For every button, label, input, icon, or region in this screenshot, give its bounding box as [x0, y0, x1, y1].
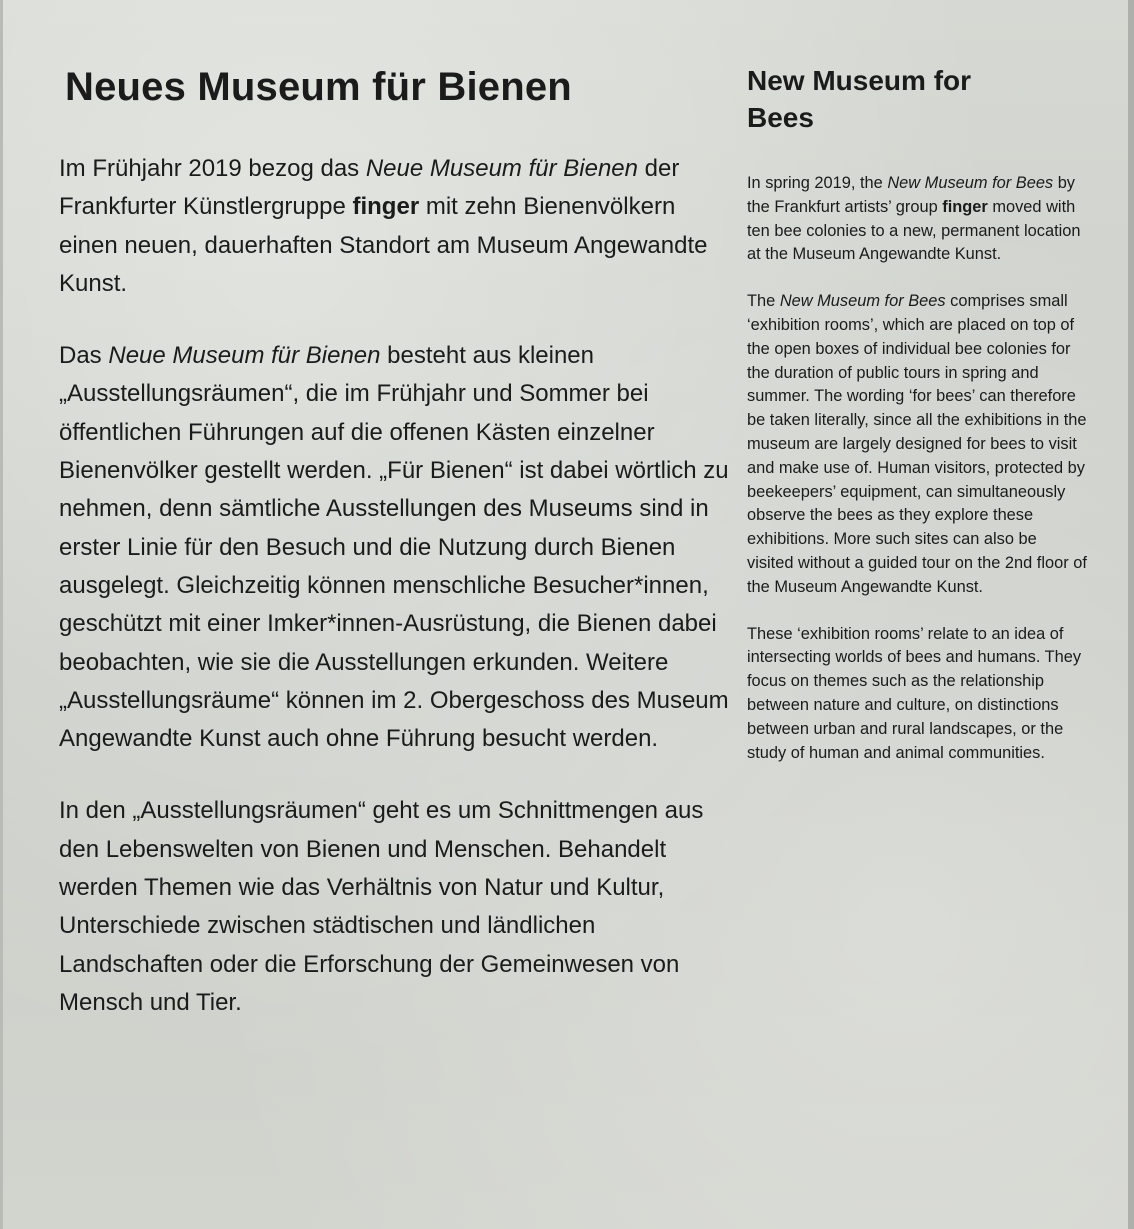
- text-fragment: Das: [59, 342, 109, 370]
- text-fragment: moved with ten bee colonies to a new, permanent location at the Museum Angewandte Kunst.: [747, 197, 1081, 264]
- text-fragment: These ‘exhibition rooms’ relate to an idea of intersecting worlds of bees and humans. They focus on themes such as the relationship between nature and culture, on distinctions between urban and rural landscapes, or the study of human and animal communities.: [747, 624, 1082, 762]
- german-paragraph-1: [51, 150, 731, 303]
- text-fragment: der Frankfurter Künstlergruppe: [59, 155, 680, 221]
- text-fragment: New Museum for Bees: [779, 292, 946, 311]
- english-title: New Museum for Bees: [747, 65, 972, 133]
- text-fragment: by the Frankfurt artists’ group: [747, 174, 1076, 216]
- text-fragment: besteht aus kleinen „Ausstellungsräumen“, die im Frühjahr und Sommer bei öffentlichen Führungen auf die offenen Kästen einzelner Bienenvölker gestellt werden. „Für Bienen“ ist dabei wörtlich zu nehmen, denn sämtliche Ausstellungen des Museums sind in erster Linie für den Besuch und die Nutzung durch Bienen ausgelegt. Gleichzeitig können menschliche Besucher*innen, geschützt mit einer Imker*innen-Ausrüstung, die Bienen dabei beobachten, wie sie die Ausstellungen erkunden. Weitere „Ausstellungsräume“ können im 2. Obergeschoss des Museum Angewandte Kunst auch ohne Führung besucht werden.: [59, 342, 729, 753]
- english-paragraph-2: [747, 290, 1087, 599]
- english-paragraph-3: [747, 623, 1087, 766]
- german-paragraph-2: [51, 337, 731, 758]
- english-column: [747, 62, 1087, 788]
- german-column: [51, 60, 731, 1056]
- text-fragment: Neue Museum für Bienen: [365, 155, 638, 182]
- text-fragment: comprises small ‘exhibition rooms’, which are placed on top of the open boxes of individual bee colonies for the duration of public tours in spring and summer. The wording ‘for bees’ can therefore be taken literally, since all the exhibitions in the museum are largely designed for bees to visit and make use of. Human visitors, protected by beekeepers’ equipment, can simultaneously observe the bees as they explore these exhibitions. More such sites can also be visited without a guided tour on the 2nd floor of the Museum Angewandte Kunst.: [747, 292, 1087, 596]
- text-fragment: Neue Museum für Bienen: [108, 342, 381, 370]
- text-fragment: mit zehn Bienenvölkern einen neuen, dauerhaften Standort am Museum Angewandte Kunst.: [59, 193, 708, 297]
- text-fragment: The: [747, 292, 780, 311]
- text-fragment: In den „Ausstellungsräumen“ geht es um Schnittmengen aus den Lebenswelten von Bienen und Menschen. Behandelt werden Themen wie das Verhältnis von Natur und Kultur, Unterschiede zwischen städtischen und ländlichen Landschaften oder die Erforschung der Gemeinwesen von Mensch und Tier.: [59, 797, 704, 1016]
- text-fragment: In spring 2019, the: [747, 174, 888, 192]
- text-fragment: finger: [942, 197, 988, 216]
- text-fragment: Im Frühjahr 2019 bezog das: [59, 155, 366, 182]
- text-fragment: New Museum for Bees: [887, 174, 1054, 192]
- english-paragraph-1: [747, 172, 1087, 267]
- german-title: Neues Museum für Bienen: [65, 65, 572, 109]
- text-fragment: finger: [352, 193, 420, 221]
- german-paragraph-3: [51, 792, 731, 1022]
